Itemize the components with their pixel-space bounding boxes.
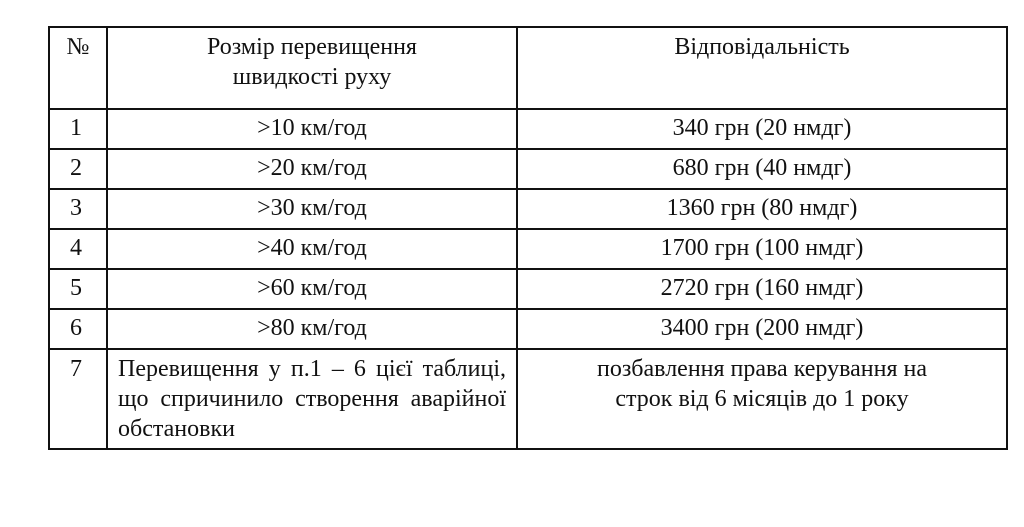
row-number: 4	[49, 229, 107, 269]
speeding-fines-table	[48, 26, 1008, 450]
speeding-fines-table-container	[48, 26, 1008, 450]
table-row	[49, 229, 1007, 269]
table-header-row	[49, 27, 1007, 109]
table-row	[49, 149, 1007, 189]
row-number: 3	[49, 189, 107, 229]
row-responsibility: 340 грн (20 нмдг)	[517, 109, 1007, 149]
header-number: №	[49, 27, 107, 109]
table-row	[49, 109, 1007, 149]
table-row	[49, 269, 1007, 309]
row-responsibility: 2720 грн (160 нмдг)	[517, 269, 1007, 309]
header-speed-excess	[107, 27, 517, 109]
header-speed-excess-line2: швидкості руху	[232, 64, 392, 90]
row-speed-excess: >60 км/год	[107, 269, 517, 309]
row-speed-excess: >40 км/год	[107, 229, 517, 269]
table-row	[49, 309, 1007, 349]
row-responsibility: 1360 грн (80 нмдг)	[517, 189, 1007, 229]
row-responsibility	[517, 349, 1007, 449]
table-row	[49, 349, 1007, 449]
row-responsibility: 680 грн (40 нмдг)	[517, 149, 1007, 189]
row-speed-excess: >20 км/год	[107, 149, 517, 189]
header-responsibility: Відповідальність	[517, 27, 1007, 109]
row-number: 5	[49, 269, 107, 309]
row-number: 6	[49, 309, 107, 349]
header-speed-excess-line1: Розмір перевищення	[207, 34, 417, 60]
row-responsibility-line2: строк від 6 місяців до 1 року	[615, 386, 909, 412]
row-number: 2	[49, 149, 107, 189]
row-speed-excess: >30 км/год	[107, 189, 517, 229]
row-speed-excess: >80 км/год	[107, 309, 517, 349]
table-row	[49, 189, 1007, 229]
row-number: 1	[49, 109, 107, 149]
row-speed-excess: >10 км/год	[107, 109, 517, 149]
row-responsibility-line1: позбавлення права керування на	[596, 356, 927, 382]
row-responsibility: 3400 грн (200 нмдг)	[517, 309, 1007, 349]
row-speed-excess: Перевищення у п.1 – 6 цієї таблиці, що спричинило створення аварійної обстановки	[107, 349, 517, 449]
row-number: 7	[49, 349, 107, 449]
row-responsibility: 1700 грн (100 нмдг)	[517, 229, 1007, 269]
